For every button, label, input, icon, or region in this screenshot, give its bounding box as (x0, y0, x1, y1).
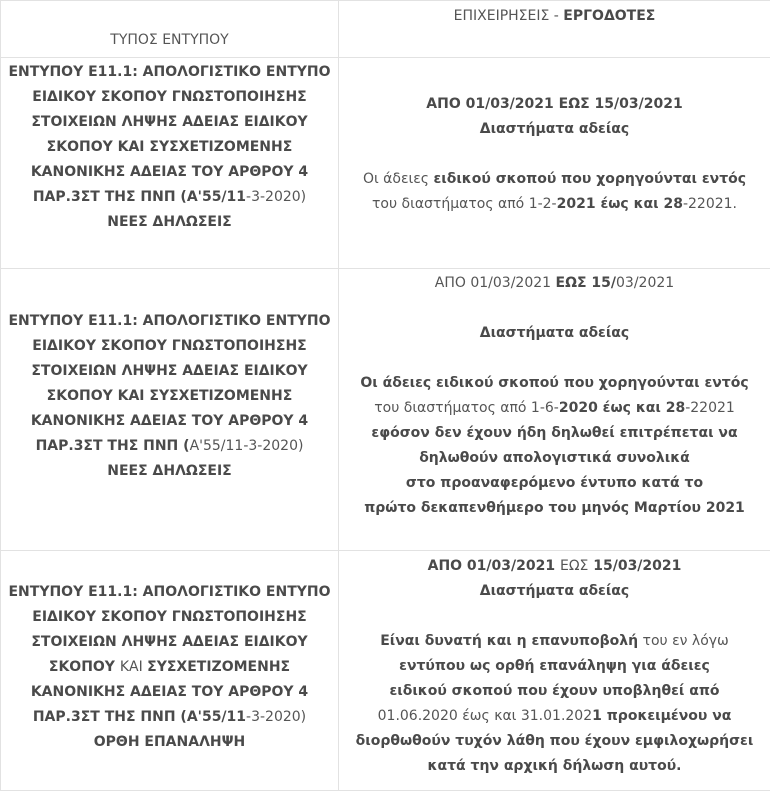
row1-left-line: ΣΤΟΙΧΕΙΩΝ ΛΗΨΗΣ ΑΔΕΙΑΣ ΕΙΔΙΚΟΥ (31, 114, 307, 130)
row2-period-cell (339, 269, 770, 551)
row3-right-line: διορθωθούν τυχόν λάθη που έχουν εμφιλοχωρήσει (356, 733, 754, 749)
row2-right-line: του διαστήματος από 1-6- (374, 400, 559, 416)
row1-left-line: ΕΙΔΙΚΟΥ ΣΚΟΠΟΥ ΓΝΩΣΤΟΠΟΙΗΣΗΣ (32, 89, 306, 105)
row1-left-line: -3-2020) (246, 189, 306, 205)
table-row (1, 551, 770, 791)
row3-date-range: ΕΩΣ (560, 558, 588, 574)
row3-right-line: ειδικού σκοπού που έχουν υποβληθεί από (389, 683, 719, 699)
row1-left-line: ΚΑΝΟΝΙΚΗΣ ΑΔΕΙΑΣ ΤΟΥ ΑΡΘΡΟΥ 4 (31, 164, 308, 180)
header-form-type (1, 1, 339, 58)
row3-right-line: του εν λόγω (638, 633, 729, 649)
header-businesses-prefix: ΕΠΙΧΕΙΡΗΣΕΙΣ - (454, 8, 564, 24)
row2-right-line: -22021 (685, 400, 735, 416)
row2-right-line: εφόσον δεν έχουν ήδη δηλωθεί επιτρέπεται να (371, 425, 737, 441)
table-row (1, 269, 770, 551)
row2-declaration-type: ΝΕΕΣ ΔΗΛΩΣΕΙΣ (107, 463, 231, 479)
row3-right-line: 01.06.2020 έως και 31.01.202 (378, 708, 592, 724)
row2-left-line: ΕΙΔΙΚΟΥ ΣΚΟΠΟΥ ΓΝΩΣΤΟΠΟΙΗΣΗΣ (32, 338, 306, 354)
row3-left-line: ΕΝΤΥΠΟΥ Ε11.1: ΑΠΟΛΟΓΙΣΤΙΚΟ ΕΝΤΥΠΟ (8, 584, 330, 600)
row2-date-range: 03/2021 (616, 275, 674, 291)
row2-left-line: ΠΑΡ.3ΣΤ ΤΗΣ ΠΝΠ ( (36, 438, 190, 454)
row2-date-range: ΑΠΟ 01/03/2021 (435, 275, 556, 291)
row2-form-type-cell (1, 269, 339, 551)
row2-right-line: πρώτο δεκαπενθήμερο του μηνός Μαρτίου 2021 (364, 500, 745, 516)
row1-right-line: -22021. (683, 196, 737, 212)
header-businesses (339, 1, 770, 58)
row3-date-range: ΑΠΟ 01/03/2021 (428, 558, 560, 574)
row2-right-line: στο προαναφερόμενο έντυπο κατά το (406, 475, 703, 491)
row2-left-line: Α'55/11-3-2020) (190, 438, 304, 454)
table-row (1, 58, 770, 269)
row2-date-range: ΕΩΣ 15/ (556, 275, 617, 291)
row1-left-line: ΠΑΡ.3ΣΤ ΤΗΣ ΠΝΠ (Α'55/11 (33, 189, 246, 205)
row3-left-line: ΣΚΟΠΟΥ (49, 659, 120, 675)
table-header-row (1, 1, 770, 58)
row2-right-line: δηλωθούν απολογιστικά συνολικά (419, 450, 690, 466)
row2-left-line: ΣΚΟΠΟΥ ΚΑΙ ΣΥΣΧΕΤΙΖΟΜΕΝΗΣ (47, 388, 293, 404)
row3-left-line: ΣΥΣΧΕΤΙΖΟΜΕΝΗΣ (147, 659, 290, 675)
row1-left-line: ΣΚΟΠΟΥ ΚΑΙ ΣΥΣΧΕΤΙΖΟΜΕΝΗΣ (47, 139, 293, 155)
row3-right-line: Είναι δυνατή και η επανυποβολή (380, 633, 638, 649)
row2-left-line: ΕΝΤΥΠΟΥ Ε11.1: ΑΠΟΛΟΓΙΣΤΙΚΟ ΕΝΤΥΠΟ (8, 313, 330, 329)
row3-right-line: 1 προκειμένου να (592, 708, 731, 724)
row3-left-line: ΚΑΝΟΝΙΚΗΣ ΑΔΕΙΑΣ ΤΟΥ ΑΡΘΡΟΥ 4 (31, 684, 308, 700)
row3-date-range: 15/03/2021 (588, 558, 681, 574)
row1-right-line: του διαστήματος από 1-2- (372, 196, 557, 212)
header-form-type-label: ΤΥΠΟΣ ΕΝΤΥΠΟΥ (110, 32, 228, 48)
row3-form-type-cell (1, 551, 339, 791)
row3-right-line: εντύπου ως ορθή επανάληψη για άδειες (399, 658, 710, 674)
row3-declaration-type: ΟΡΘΗ ΕΠΑΝΑΛΗΨΗ (94, 734, 245, 750)
row2-left-line: ΚΑΝΟΝΙΚΗΣ ΑΔΕΙΑΣ ΤΟΥ ΑΡΘΡΟΥ 4 (31, 413, 308, 429)
row1-right-line: ειδικού σκοπού που χορηγούνται εντός (433, 171, 746, 187)
row3-left-line: ΚΑΙ (120, 659, 147, 675)
row3-left-line: ΠΑΡ.3ΣΤ ΤΗΣ ΠΝΠ (Α'55/11 (33, 709, 246, 725)
row1-leave-periods-label: Διαστήματα αδείας (480, 121, 629, 137)
row1-date-range: ΑΠΟ 01/03/2021 ΕΩΣ 15/03/2021 (426, 96, 682, 112)
row2-leave-periods-label: Διαστήματα αδείας (480, 325, 629, 341)
row1-form-type-cell (1, 58, 339, 269)
row2-right-line: Οι άδειες ειδικού σκοπού που χορηγούνται εντός (360, 375, 748, 391)
row1-right-line: Οι άδειες (363, 171, 434, 187)
row3-period-cell (339, 551, 770, 791)
row1-right-line: 2021 έως και 28 (557, 196, 683, 212)
row3-left-line: ΕΙΔΙΚΟΥ ΣΚΟΠΟΥ ΓΝΩΣΤΟΠΟΙΗΣΗΣ (32, 609, 306, 625)
row1-period-cell (339, 58, 770, 269)
row3-left-line: ΣΤΟΙΧΕΙΩΝ ΛΗΨΗΣ ΑΔΕΙΑΣ ΕΙΔΙΚΟΥ (31, 634, 307, 650)
row1-declaration-type: ΝΕΕΣ ΔΗΛΩΣΕΙΣ (107, 214, 231, 230)
row3-leave-periods-label: Διαστήματα αδείας (480, 583, 629, 599)
header-employers-label: ΕΡΓΟΔΟΤΕΣ (563, 8, 655, 24)
row3-left-line: -3-2020) (246, 709, 306, 725)
row3-right-line: κατά την αρχική δήλωση αυτού. (428, 758, 682, 774)
row1-left-line: ΕΝΤΥΠΟΥ Ε11.1: ΑΠΟΛΟΓΙΣΤΙΚΟ ΕΝΤΥΠΟ (8, 64, 330, 80)
row2-left-line: ΣΤΟΙΧΕΙΩΝ ΛΗΨΗΣ ΑΔΕΙΑΣ ΕΙΔΙΚΟΥ (31, 363, 307, 379)
row2-right-line: 2020 έως και 28 (559, 400, 685, 416)
